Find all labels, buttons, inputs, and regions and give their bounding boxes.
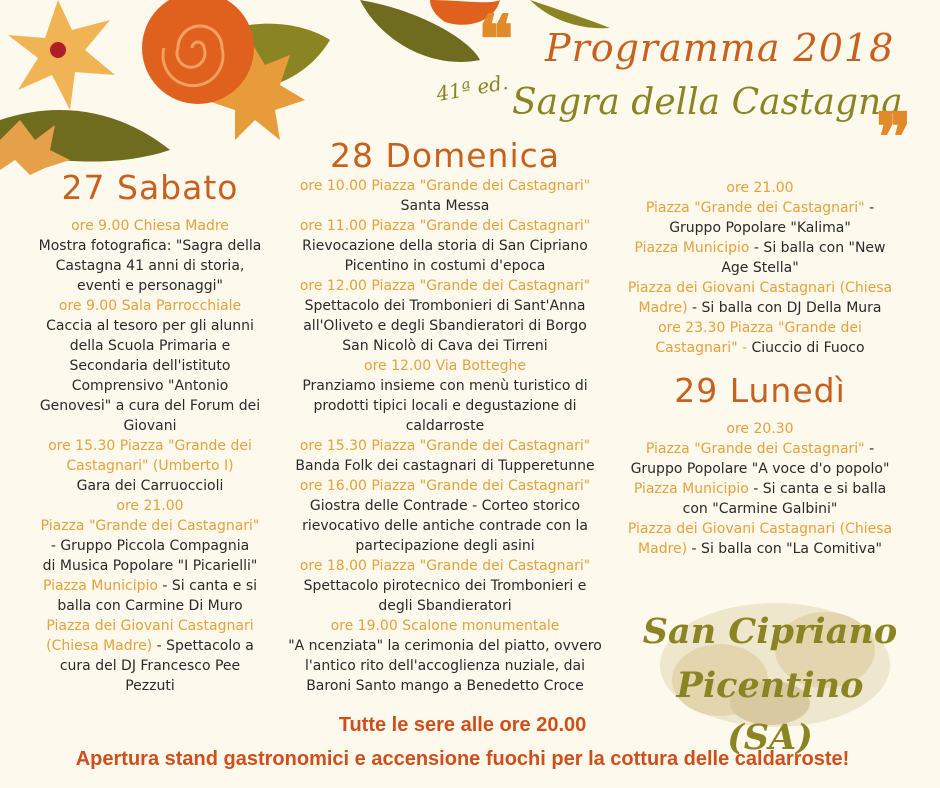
event-line: ore 20.30 [726, 421, 794, 437]
day-title: 28 Domenica [330, 136, 560, 175]
event-line: l'antico rito dell'accoglienza nuziale, dai [305, 658, 585, 674]
quote-open-mark: ❝ [478, 0, 514, 78]
event-venue-text: Castagnari" - [655, 340, 748, 356]
event-line [20, 636, 280, 656]
schedule-day-saturday [20, 168, 280, 696]
event-line: balla con Carmine Di Muro [57, 598, 243, 614]
event-venue-text: Piazza "Grande dei Castagnari" [645, 200, 865, 216]
event-venue-text: Piazza Municipio [633, 481, 749, 497]
program-title: Programma 2018 [545, 26, 895, 70]
event-detail-text: - [864, 441, 875, 457]
event-line [620, 338, 900, 358]
event-line: ore 12.00 Via Botteghe [364, 358, 526, 374]
event-venue-text: Piazza Municipio [634, 240, 750, 256]
day-events [620, 419, 900, 559]
event-line: prodotti tipici locali e degustazione di [313, 398, 577, 414]
event-detail-text: - Si balla con "La Comitiva" [687, 541, 882, 557]
event-line: Giostra delle Contrade - Corteo storico [309, 498, 581, 514]
event-line: Piazza "Grande dei Castagnari" [40, 518, 260, 534]
event-line: Rievocazione della storia di San Cipriano [302, 238, 588, 254]
event-venue-text: Madre) [638, 300, 688, 316]
event-line: Gruppo Popolare "Kalima" [669, 220, 851, 236]
footer-line-evenings: Tutte le sere alle ore 20.00 [338, 714, 587, 736]
place-name-line1: San Cipriano [642, 611, 898, 652]
event-detail-text: - [864, 200, 875, 216]
event-line: Age Stella" [721, 260, 799, 276]
event-line: con "Carmine Galbini" [682, 501, 838, 517]
event-line: cura del DJ Francesco Pee [59, 658, 241, 674]
day-title: 27 Sabato [61, 168, 239, 207]
event-line [20, 576, 280, 596]
event-detail-text: Ciuccio di Fuoco [747, 340, 865, 356]
event-line [620, 298, 900, 318]
event-line: rievocativo delle antiche contrade con la [302, 518, 588, 534]
festival-subtitle: Sagra della Castagna [512, 82, 903, 123]
event-line [620, 198, 900, 218]
event-line: ore 16.00 Piazza "Grande dei Castagnari" [299, 478, 591, 494]
event-venue-text: Piazza "Grande dei Castagnari" [645, 441, 865, 457]
event-line: ore 15.30 Piazza "Grande dei [48, 438, 252, 454]
event-line: caldarroste [405, 418, 485, 434]
day-events [620, 178, 900, 358]
event-venue-text: Piazza Municipio [42, 578, 158, 594]
quote-close-mark: ❞ [876, 98, 912, 176]
event-line: ore 9.00 Sala Parrocchiale [58, 298, 242, 314]
event-line: - Gruppo Piccola Compagnia [50, 538, 250, 554]
event-line [620, 238, 900, 258]
schedule-day-sunday [270, 136, 620, 696]
event-line: "A ncenziata" la cerimonia del piatto, ovvero [288, 638, 602, 654]
event-line: Giovani [123, 418, 177, 434]
edition-label: 41ª ed. [434, 69, 510, 107]
event-line: ore 9.00 Chiesa Madre [71, 218, 229, 234]
event-detail-text: - Si balla con "New [749, 240, 886, 256]
day-title: 29 Lunedì [674, 371, 846, 410]
event-line: ore 10.00 Piazza "Grande dei Castagnari" [299, 178, 591, 194]
event-line: Castagna 41 anni di storia, [55, 258, 245, 274]
event-line: Piazza dei Giovani Castagnari [46, 618, 254, 634]
event-line: Gara dei Carruoccioli [76, 478, 224, 494]
event-line: Spettacolo pirotecnico dei Trombonieri e [303, 578, 587, 594]
event-venue-text: Madre) [638, 541, 688, 557]
event-line: ore 12.00 Piazza "Grande dei Castagnari" [299, 278, 591, 294]
event-line: Picentino in costumi d'epoca [344, 258, 546, 274]
event-line: eventi e personaggi" [77, 278, 223, 294]
event-line: Secondaria dell'istituto [69, 358, 231, 374]
event-line: Baroni Santo mango a Benedetto Croce [306, 678, 584, 694]
event-line: ore 19.00 Scalone monumentale [330, 618, 560, 634]
schedule-day-sunday-evening-and-monday [620, 178, 900, 559]
event-line [620, 439, 900, 459]
event-line: Genovesi" a cura del Forum dei [39, 398, 261, 414]
event-line: San Nicolò di Cava dei Tirreni [342, 338, 548, 354]
day-events [270, 176, 620, 696]
event-line: Piazza dei Giovani Castagnari (Chiesa [627, 521, 893, 537]
event-venue-text: (Chiesa Madre) [46, 638, 153, 654]
event-line [620, 539, 900, 559]
event-line: ore 23.30 Piazza "Grande dei [658, 320, 862, 336]
event-line: Pranziamo insieme con menù turistico di [302, 378, 588, 394]
event-line: di Musica Popolare "I Picarielli" [42, 558, 258, 574]
event-line: della Scuola Primaria e [69, 338, 231, 354]
event-line: Mostra fotografica: "Sagra della [38, 238, 262, 254]
event-line: ore 21.00 [726, 180, 794, 196]
event-line: Banda Folk dei castagnari di Tupperetunne [295, 458, 595, 474]
event-line: Spettacolo dei Trombonieri di Sant'Anna [304, 298, 586, 314]
event-line: Caccia al tesoro per gli alunni [46, 318, 254, 334]
event-line: ore 21.00 [116, 498, 184, 514]
event-line: ore 18.00 Piazza "Grande dei Castagnari" [299, 558, 591, 574]
day-events [20, 216, 280, 696]
event-line: ore 15.30 Piazza "Grande dei Castagnari" [299, 438, 591, 454]
event-detail-text: - Si canta e si balla [748, 481, 887, 497]
event-line: all'Oliveto e degli Sbandieratori di Borgo [303, 318, 587, 334]
event-line: partecipazione degli asini [355, 538, 535, 554]
event-line: Castagnari" (Umberto I) [66, 458, 234, 474]
event-line: Piazza dei Giovani Castagnari (Chiesa [627, 280, 893, 296]
event-line: Gruppo Popolare "A voce d'o popolo" [630, 461, 890, 477]
event-detail-text: - Si canta e si [157, 578, 258, 594]
event-line [620, 479, 900, 499]
footer-line-stands: Apertura stand gastronomici e accensione fuochi per la cottura delle caldarroste! [75, 748, 850, 770]
place-name-line2: Picentino (SA) [676, 665, 864, 758]
event-detail-text: - Si balla con DJ Della Mura [687, 300, 882, 316]
event-line: Santa Messa [400, 198, 490, 214]
event-line: Pezzuti [125, 678, 175, 694]
event-line: Comprensivo "Antonio [71, 378, 229, 394]
event-line: ore 11.00 Piazza "Grande dei Castagnari" [299, 218, 591, 234]
event-line: degli Sbandieratori [378, 598, 512, 614]
event-detail-text: - Spettacolo a [152, 638, 254, 654]
